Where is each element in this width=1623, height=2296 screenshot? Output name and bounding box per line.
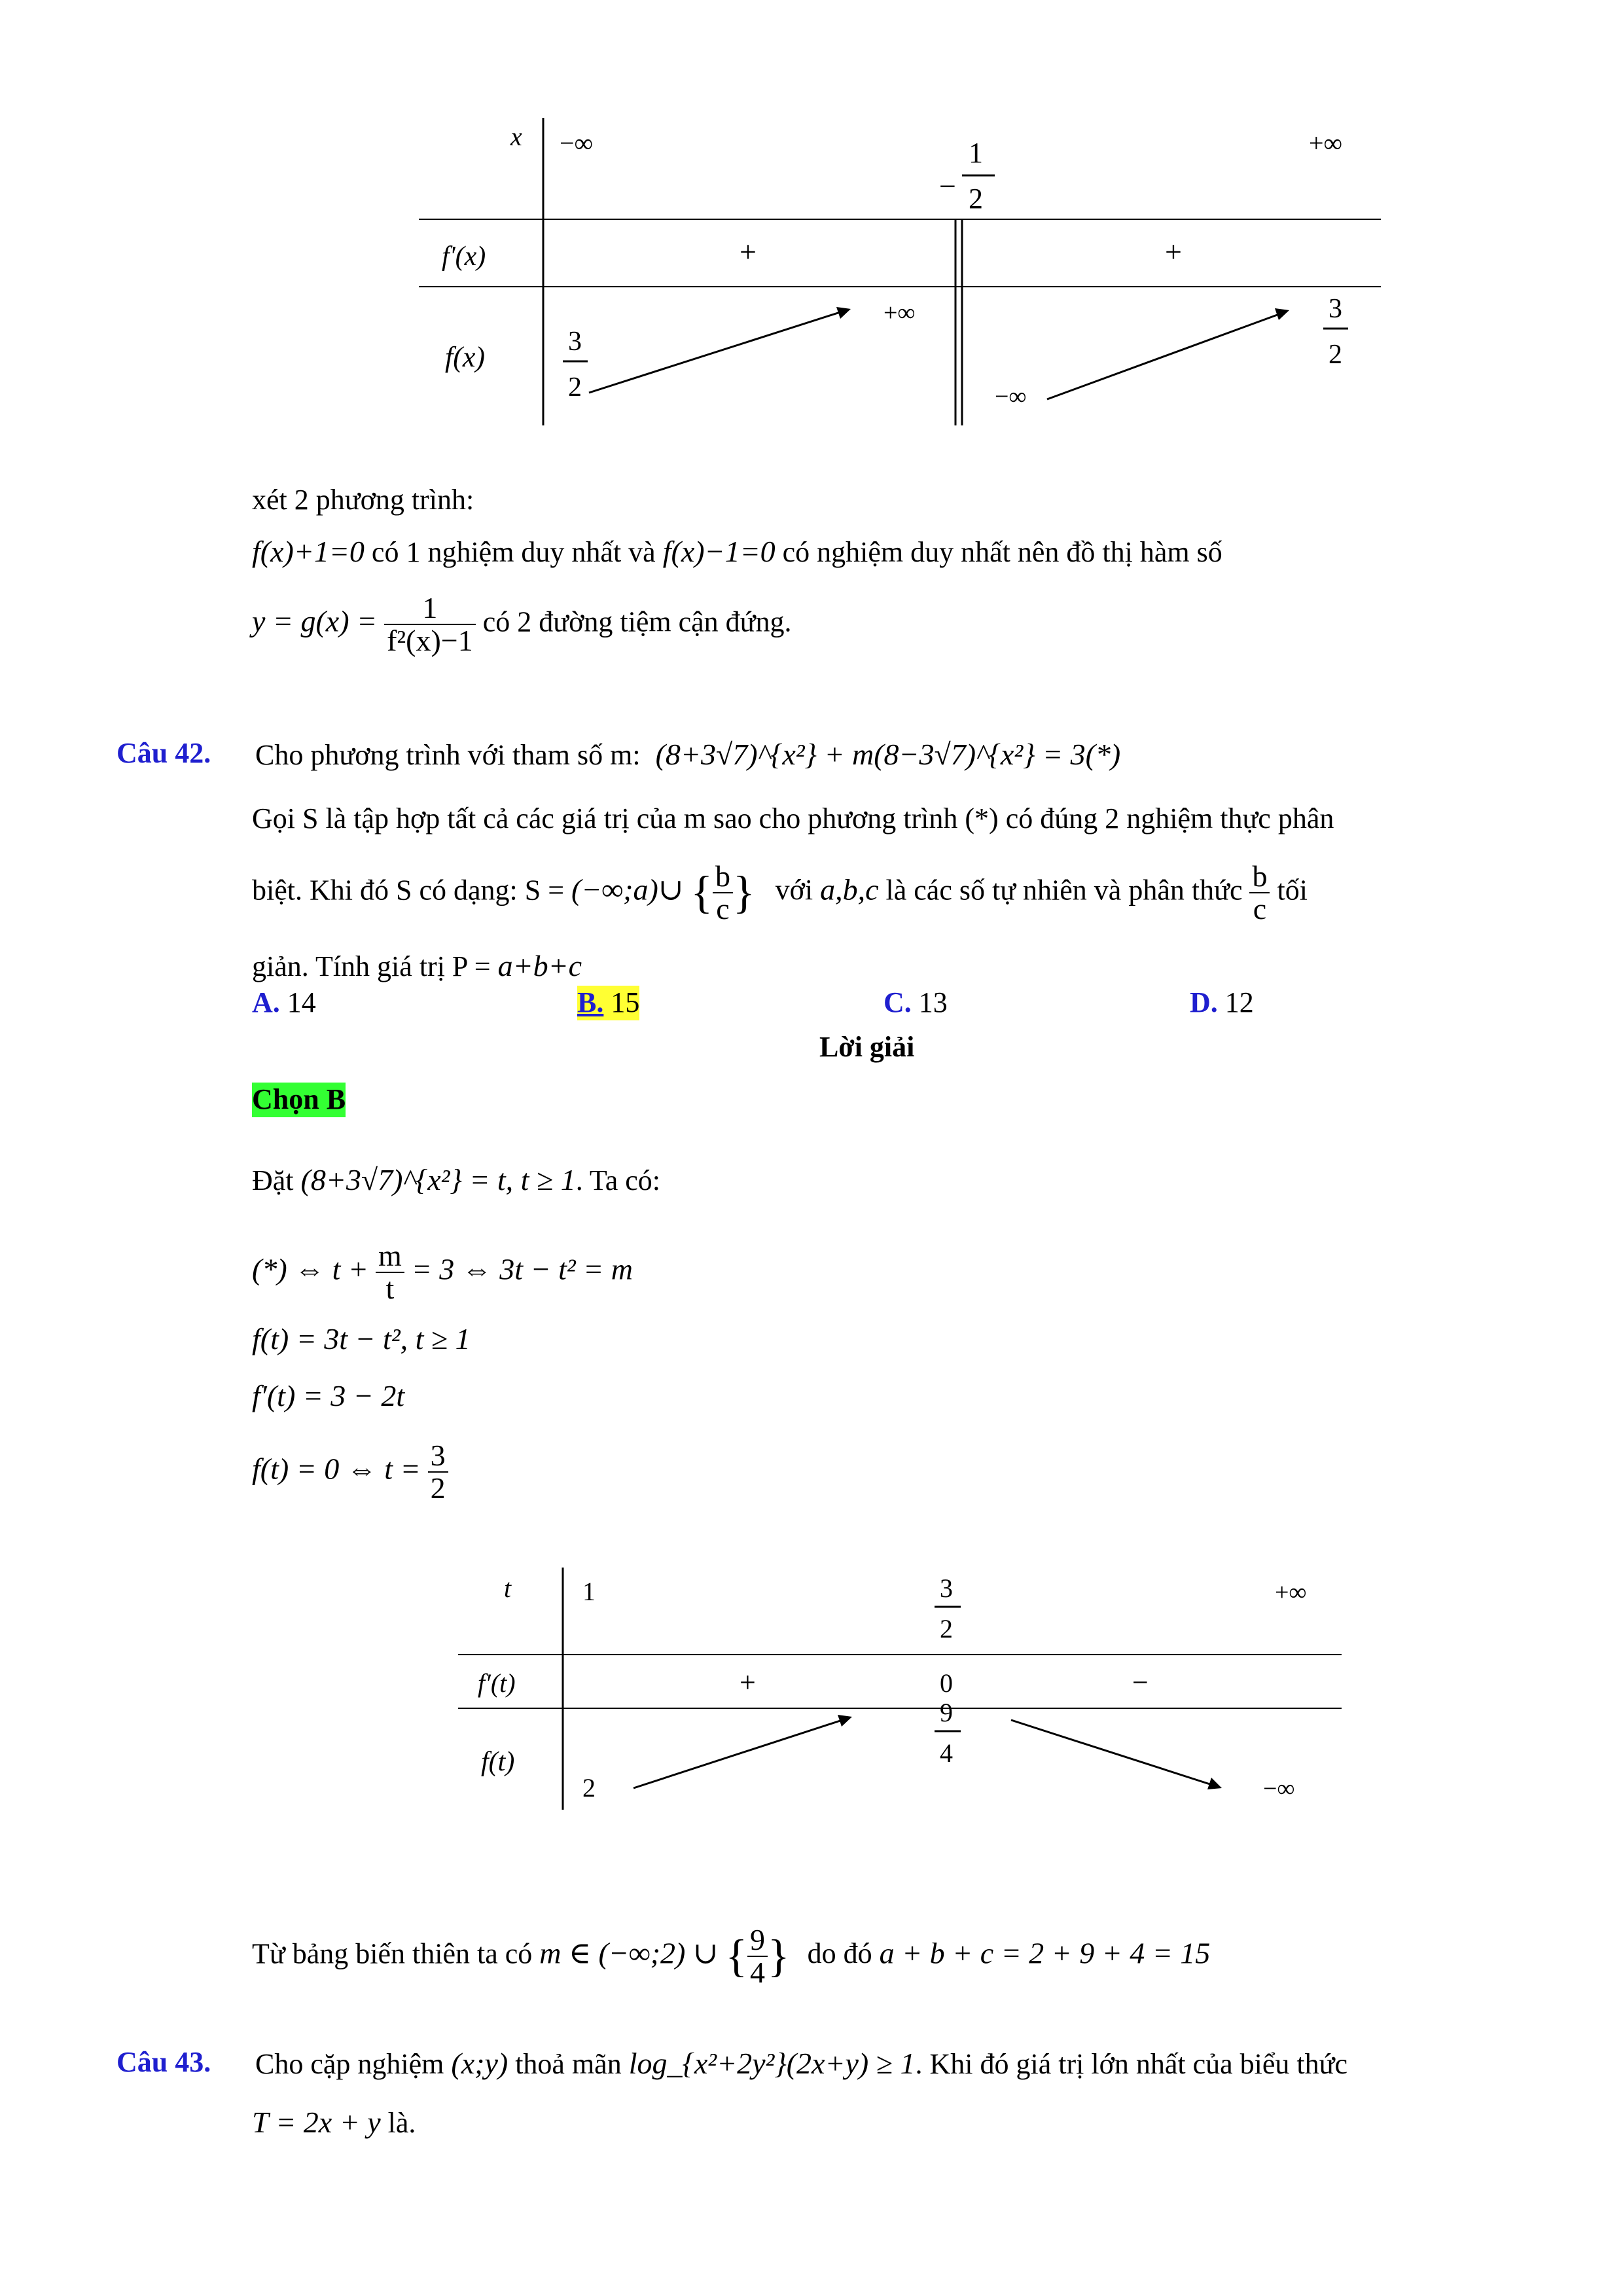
step-4-fraction <box>428 1440 448 1505</box>
prev-line-1: xét 2 phương trình: <box>252 484 474 516</box>
question-42-equation: (8+3√7)^{x²} + m(8−3√7)^{x²} = 3(*) <box>655 738 1121 771</box>
equation-f-minus-1: f(x)−1=0 <box>662 535 776 568</box>
substitution-line <box>252 1162 660 1198</box>
table1-x-left: −∞ <box>560 128 594 158</box>
table2-f-max-den: 4 <box>940 1738 953 1768</box>
question-42-line-2: Gọi S là tập hợp tất cả các giá trị của m sao cho phương trình (*) có đúng 2 nghiệm thực phân <box>252 802 1334 834</box>
step-3 <box>252 1378 404 1414</box>
question-42-line-3 <box>252 861 1308 925</box>
table2-f-end: −∞ <box>1263 1775 1295 1803</box>
step-4 <box>252 1440 448 1505</box>
question-42-line3-b: với <box>775 874 813 906</box>
dat-word: Đặt <box>252 1164 294 1196</box>
step-1-pre: (*) ⇔ t + <box>252 1252 368 1286</box>
table2-row-f-label: f(t) <box>481 1747 515 1777</box>
step-2-expr: f(t) = 3t − t², t ≥ 1 <box>252 1322 471 1355</box>
table1-sign-right: + <box>1165 235 1182 268</box>
question-42-intro: Cho phương trình với tham số m: <box>255 739 641 771</box>
table1-f-start-den: 2 <box>568 372 582 403</box>
table2-row-fprime-label: f′(t) <box>478 1668 516 1698</box>
question-43-line-1 <box>255 2045 1347 2082</box>
conclusion-brace-close: } <box>768 1931 790 1982</box>
set-fraction-den: c <box>716 892 730 926</box>
option-b-value: 15 <box>611 986 640 1018</box>
table2-t-right: +∞ <box>1275 1579 1307 1606</box>
option-c-value: 13 <box>918 986 948 1018</box>
g-numerator: 1 <box>384 592 476 625</box>
table2-f-max-num: 9 <box>940 1698 953 1727</box>
equation-f-plus-1: f(x)+1=0 <box>252 535 365 568</box>
step-3-expr: f′(t) = 3 − 2t <box>252 1379 405 1412</box>
dat-expression: (8+3√7)^{x²} = t, t ≥ 1 <box>300 1163 576 1196</box>
question-42-line4-expr: a+b+c <box>497 949 582 982</box>
question-42-label: Câu 42. <box>116 737 211 769</box>
prev-line-3 <box>252 592 792 657</box>
question-42-line-4 <box>252 948 582 984</box>
question-43-text-c: . Khi đó giá trị lớn nhất của biểu thức <box>915 2048 1348 2080</box>
table2-t-left: 1 <box>582 1577 596 1606</box>
conclusion-num: 9 <box>747 1924 768 1957</box>
question-43-log: log_{x²+2y²}(2x+y) ≥ 1 <box>628 2047 916 2080</box>
table1-f-right-start: −∞ <box>995 383 1027 410</box>
conclusion-c: a + b + c = 2 + 9 + 4 = 15 <box>879 1936 1211 1970</box>
option-a-value: 14 <box>287 986 316 1018</box>
option-a[interactable] <box>252 986 316 1020</box>
g-denominator: f²(x)−1 <box>387 624 473 658</box>
option-c[interactable] <box>883 986 948 1020</box>
bc-fraction <box>1249 861 1270 925</box>
question-42-line4: giản. Tính giá trị P = <box>252 950 491 982</box>
option-b-key: B. <box>577 986 604 1018</box>
step-1 <box>252 1240 633 1305</box>
step-1-post: = 3 ⇔ 3t − t² = m <box>411 1252 633 1286</box>
question-43-text-b: thoả mãn <box>515 2048 622 2080</box>
table1-f-end-num: 3 <box>1329 294 1342 324</box>
prev-text-1: có 1 nghiệm duy nhất và <box>371 536 656 568</box>
question-43-expr: T = 2x + y <box>252 2106 381 2139</box>
option-d-value: 12 <box>1224 986 1254 1018</box>
set-interval: (−∞;a)∪ <box>571 872 684 906</box>
conclusion-set: m ∈ (−∞;2) ∪ <box>539 1936 719 1970</box>
question-43-line-2 <box>252 2104 416 2141</box>
variation-table-1 <box>406 105 1387 432</box>
step-4-pre: f(t) = 0 ⇔ t = <box>252 1452 421 1486</box>
table1-row-x-label: x <box>510 122 522 151</box>
conclusion-brace-open: { <box>725 1931 747 1982</box>
table2-t-mid-den: 2 <box>940 1614 953 1643</box>
conclusion-den: 4 <box>750 1956 765 1990</box>
prev-line-2 <box>252 533 1222 570</box>
table1-x-mid-den: 2 <box>969 183 983 215</box>
brace-close: } <box>732 867 755 918</box>
conclusion-fraction <box>747 1924 768 1989</box>
step-1-den: t <box>385 1272 395 1306</box>
question-42-line3-d: tối <box>1277 874 1308 906</box>
question-42-vars: a,b,c <box>820 872 879 906</box>
prev-text-3: có 2 đường tiệm cận đứng. <box>482 605 792 638</box>
table1-f-end-den: 2 <box>1329 340 1342 370</box>
option-a-key: A. <box>252 986 280 1018</box>
step-1-fraction <box>376 1240 404 1305</box>
table2-sign-mid: 0 <box>940 1668 953 1698</box>
chosen-answer: Chọn B <box>252 1083 346 1117</box>
bc-fraction-num: b <box>1249 861 1270 893</box>
question-43-pair: (x;y) <box>451 2047 508 2080</box>
table1-row-f-label: f(x) <box>445 341 486 373</box>
conclusion-a: Từ bảng biến thiên ta có <box>252 1937 533 1970</box>
table2-t-mid-num: 3 <box>940 1573 953 1603</box>
table1-f-left-end: +∞ <box>883 299 916 327</box>
g-fraction <box>384 592 476 657</box>
table1-x-right: +∞ <box>1309 128 1343 158</box>
prev-text-2: có nghiệm duy nhất nên đồ thị hàm số <box>782 536 1222 568</box>
solution-title: Lời giải <box>819 1031 915 1063</box>
step-4-num: 3 <box>428 1440 448 1473</box>
brace-open: { <box>690 867 713 918</box>
option-d-key: D. <box>1190 986 1218 1018</box>
option-c-key: C. <box>883 986 912 1018</box>
question-42-line3-a: biệt. Khi đó S có dạng: S = <box>252 874 565 906</box>
step-1-num: m <box>376 1240 404 1273</box>
question-43-tail: là. <box>387 2107 416 2139</box>
table1-f-start-num: 3 <box>568 327 582 357</box>
question-43-label: Câu 43. <box>116 2046 211 2078</box>
question-43-text-a: Cho cặp nghiệm <box>255 2048 444 2080</box>
table2-row-t-label: t <box>504 1573 512 1603</box>
conclusion-b: do đó <box>807 1937 872 1970</box>
table2-f-start: 2 <box>582 1773 596 1803</box>
table2-sign-left: + <box>740 1666 756 1698</box>
set-fraction <box>713 861 733 925</box>
variation-table-2 <box>452 1558 1355 1820</box>
option-d[interactable] <box>1190 986 1254 1020</box>
g-lhs: y = g(x) = <box>252 604 378 638</box>
question-42-line3-c: là các số tự nhiên và phân thức <box>885 874 1243 906</box>
step-2 <box>252 1321 471 1357</box>
table1-sign-left: + <box>740 235 757 268</box>
option-b[interactable] <box>577 986 639 1020</box>
table1-row-fprime-label: f'(x) <box>442 242 486 272</box>
bc-fraction-den: c <box>1253 892 1267 926</box>
conclusion-line <box>252 1924 1210 1989</box>
table2-sign-right: − <box>1132 1666 1149 1698</box>
table1-x-mid-num: 1 <box>969 137 983 169</box>
question-42-intro-line <box>255 736 1120 773</box>
set-fraction-num: b <box>713 861 733 893</box>
table1-x-mid-sign: − <box>939 170 956 203</box>
step-4-den: 2 <box>430 1471 446 1505</box>
dat-tail: . Ta có: <box>575 1164 661 1196</box>
